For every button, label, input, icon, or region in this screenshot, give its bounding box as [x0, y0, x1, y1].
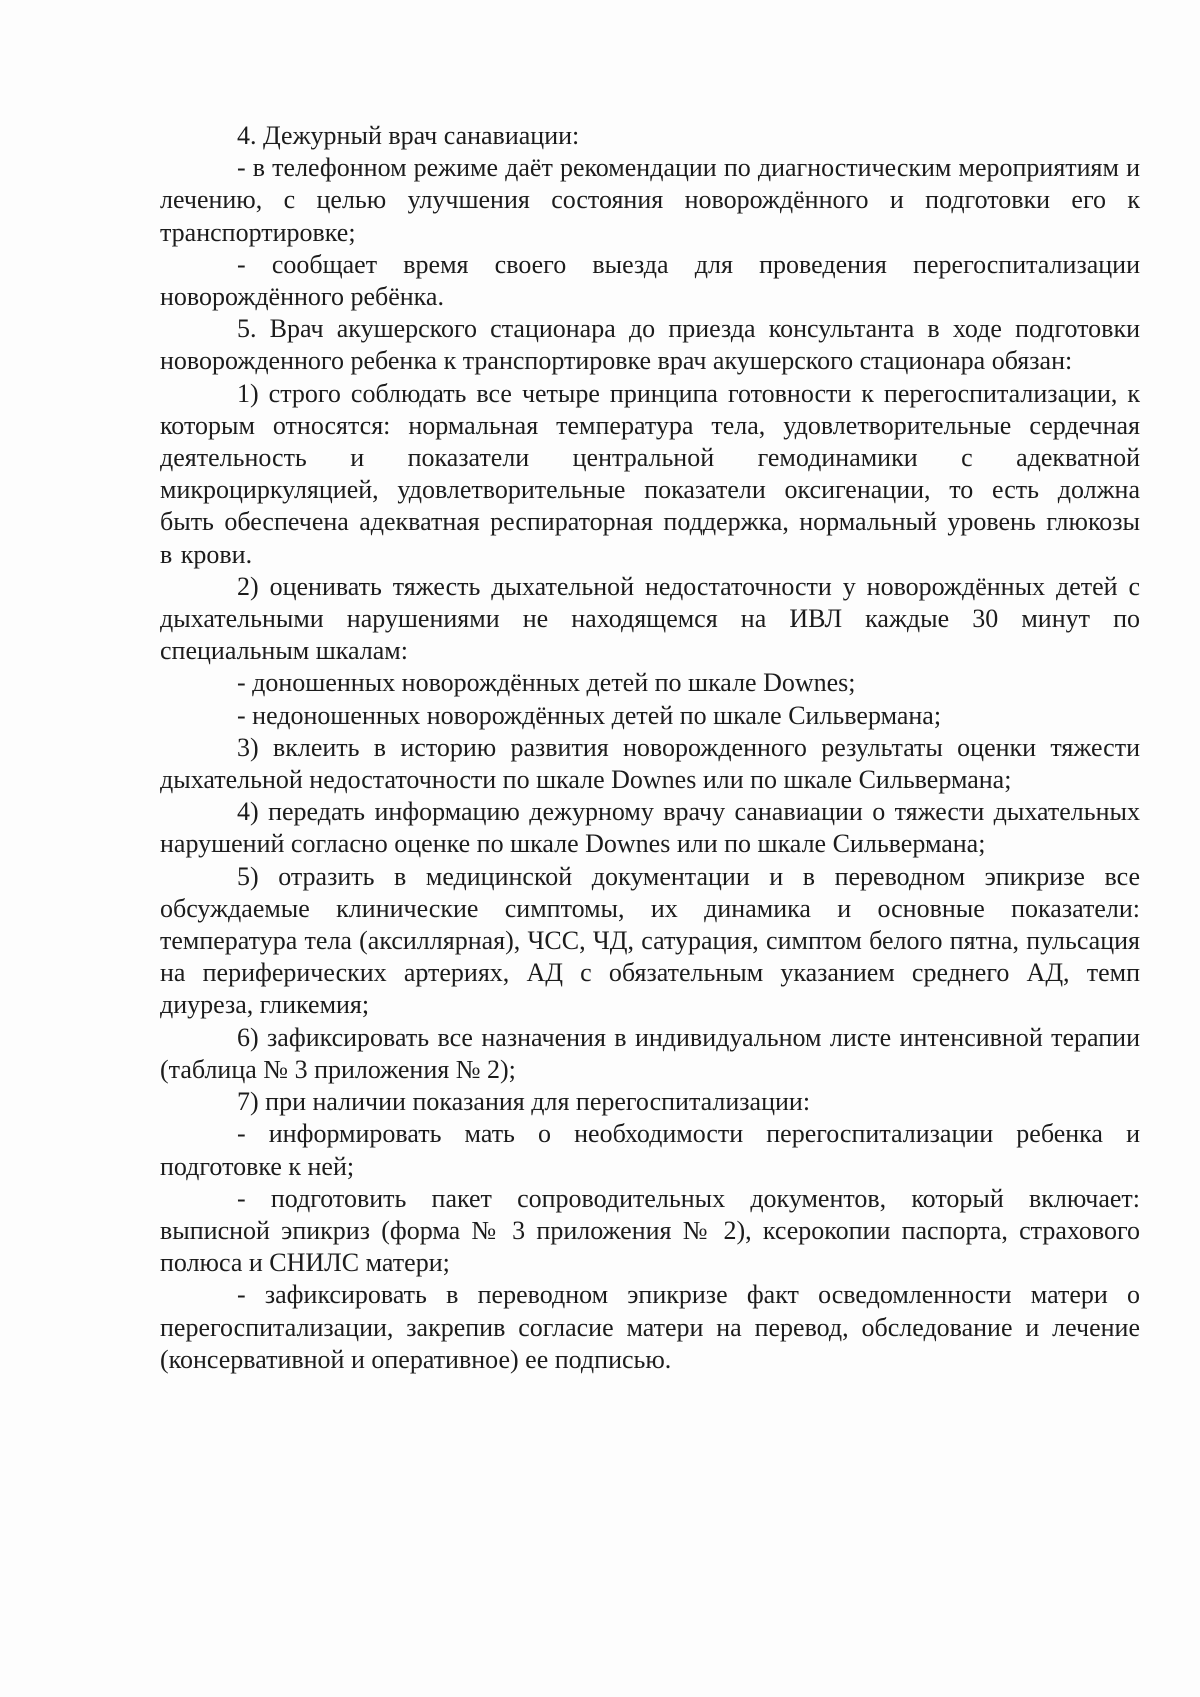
paragraph-obstetric-doctor-heading: 5. Врач акушерского стационара до приезда консультанта в ходе подготовки новорожденного ребенка к транспортировке врач акушерского стационара обязан:: [160, 314, 1140, 376]
paragraph-downes-scale: - доношенных новорождённых детей по шкале Downes;: [237, 668, 856, 698]
paragraph-silverman-scale: - недоношенных новорождённых детей по шкале Сильвермана;: [237, 700, 942, 730]
paragraph-item-6-record-prescriptions: 6) зафиксировать все назначения в индивидуальном листе интенсивной терапии (таблица № 3 приложения № 2);: [160, 1022, 1140, 1084]
paragraph-item-5-record-symptoms: 5) отразить в медицинской документации и в переводном эпикризе все обсуждаемые клинические симптомы, их динамика и основные показатели: температура тела (аксиллярная), ЧСС, ЧД, сатурация, симптом белого пятна, пульсация на периферических артериях, АД с обязательным указанием среднего АД, темп диуреза, гликемия;: [160, 861, 1140, 1020]
paragraph-item-4-pass-information: 4) передать информацию дежурному врачу санавиации о тяжести дыхательных нарушений согласно оценке по шкале Downes или по шкале Сильвермана;: [160, 797, 1140, 859]
document-body: [160, 120, 1140, 1376]
paragraph-phone-recommendations: - в телефонном режиме даёт рекомендации по диагностическим мероприятиям и лечению, с целью улучшения состояния новорождённого и подготовки его к транспортировке;: [160, 153, 1140, 247]
paragraph-inform-mother: - информировать мать о необходимости перегоспитализации ребенка и подготовке к ней;: [160, 1119, 1140, 1181]
paragraph-record-consent: - зафиксировать в переводном эпикризе факт осведомленности матери о перегоспитализации, закрепив согласие матери на перевод, обследование и лечение (консервативной и оперативное) ее подписью.: [160, 1280, 1140, 1374]
paragraph-item-3-attach-results: 3) вклеить в историю развития новорожденного результаты оценки тяжести дыхательной недостаточности по шкале Downes или по шкале Сильвермана;: [160, 732, 1140, 795]
paragraph-item-2-assess-severity: 2) оценивать тяжесть дыхательной недостаточности у новорождённых детей с дыхательными нарушениями не находящемся на ИВЛ каждые 30 минут по специальным шкалам:: [160, 571, 1140, 666]
paragraph-item-7-transfer-indication: 7) при наличии показания для перегоспитализации:: [237, 1087, 811, 1117]
paragraph-departure-time: - сообщает время своего выезда для проведения перегоспитализации новорождённого ребёнка.: [160, 249, 1140, 312]
paragraph-item-1-readiness-principles: 1) строго соблюдать все четыре принципа готовности к перегоспитализации, к которым относятся: нормальная температура тела, удовлетворительные сердечная деятельность и показатели центральной гемодинамики с адекватной микроциркуляцией, удовлетворительные показатели оксигенации, то есть должна быть обеспечена адекватная респираторная поддержка, нормальный уровень глюкозы в крови.: [160, 378, 1140, 569]
paragraph-duty-doctor-heading: 4. Дежурный врач санавиации:: [237, 121, 580, 150]
paragraph-prepare-documents: - подготовить пакет сопроводительных документов, который включает: выписной эпикриз (форма № 3 приложения № 2), ксерокопии паспорта, страхового полюса и СНИЛС матери;: [160, 1183, 1140, 1278]
